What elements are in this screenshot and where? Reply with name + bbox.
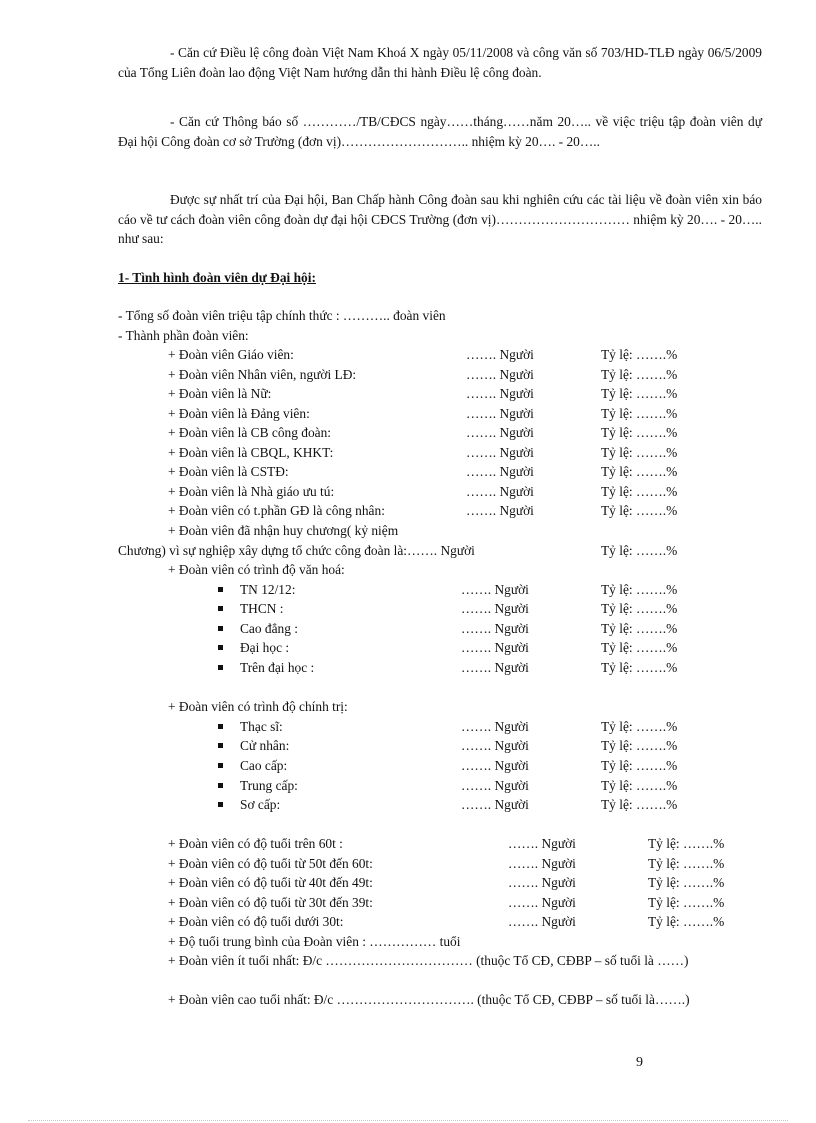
politics-row [0, 717, 816, 737]
member-count: ……. Người [508, 895, 576, 910]
member-count: ……. Người [461, 621, 529, 636]
education-row [0, 658, 816, 678]
member-ratio: Tỷ lệ: …….% [601, 797, 678, 812]
member-label: + Đoàn viên là Đảng viên: [168, 406, 310, 421]
bullet-icon [218, 763, 223, 768]
member-ratio: Tỷ lệ: …….% [601, 445, 678, 460]
member-label: + Đoàn viên là CSTĐ: [168, 464, 289, 479]
politics-title: + Đoàn viên có trình độ chính trị: [168, 699, 348, 714]
page-bottom-border [28, 1120, 788, 1121]
member-ratio: Tỷ lệ: …….% [601, 367, 678, 382]
member-count: ……. Người [508, 856, 576, 871]
member-count: ……. Người [461, 601, 529, 616]
member-count: ……. Người [461, 778, 529, 793]
education-label: Trên đại học : [240, 660, 315, 675]
education-row [0, 619, 816, 639]
age-label: + Đoàn viên có độ tuổi từ 30t đến 39t: [168, 895, 373, 910]
age-label: + Đoàn viên có độ tuổi từ 50t đến 60t: [168, 856, 373, 871]
average-age-line: + Độ tuổi trung bình của Đoàn viên : …………… tuổi [168, 934, 461, 949]
bullet-icon [218, 743, 223, 748]
member-ratio: Tỷ lệ: …….% [601, 386, 678, 401]
politics-label: Cử nhân: [240, 738, 290, 753]
politics-row [0, 776, 816, 796]
member-ratio: Tỷ lệ: …….% [601, 425, 678, 440]
member-ratio: Tỷ lệ: …….% [601, 621, 678, 636]
member-count: ……. Người [461, 758, 529, 773]
education-label: Cao đẳng : [240, 621, 299, 636]
age-label: + Đoàn viên có độ tuổi dưới 30t: [168, 914, 344, 929]
member-ratio: Tỷ lệ: …….% [601, 543, 678, 558]
member-ratio: Tỷ lệ: …….% [601, 601, 678, 616]
member-row [0, 365, 816, 385]
page-number: 9 [636, 1055, 643, 1070]
member-ratio: Tỷ lệ: …….% [648, 875, 725, 890]
member-row [0, 462, 816, 482]
politics-row [0, 736, 816, 756]
education-title: + Đoàn viên có trình độ văn hoá: [168, 562, 345, 577]
member-ratio: Tỷ lệ: …….% [601, 640, 678, 655]
medal-line-2: Chương) vì sự nghiệp xây dựng tổ chức công đoàn là:……. Người [118, 543, 475, 558]
member-ratio: Tỷ lệ: …….% [648, 914, 725, 929]
politics-row [0, 795, 816, 815]
member-row [0, 423, 816, 443]
member-label: + Đoàn viên Giáo viên: [168, 347, 294, 362]
education-label: TN 12/12: [240, 582, 296, 597]
member-ratio: Tỷ lệ: …….% [601, 406, 678, 421]
member-ratio: Tỷ lệ: …….% [648, 895, 725, 910]
politics-label: Trung cấp: [240, 778, 298, 793]
age-row [0, 854, 816, 874]
member-ratio: Tỷ lệ: …….% [601, 758, 678, 773]
education-row [0, 580, 816, 600]
member-count: ……. Người [508, 914, 576, 929]
member-ratio: Tỷ lệ: …….% [601, 778, 678, 793]
member-label: + Đoàn viên Nhân viên, người LĐ: [168, 367, 357, 382]
member-count: ……. Người [461, 738, 529, 753]
intro-paragraph-2: - Căn cứ Thông báo số …………/TB/CĐCS ngày……tháng……năm 20….. về việc triệu tập đoàn viên dự Đại hội Công đoàn cơ sở Trường (đơn vị)……………………….. nhiệm kỳ 20…. - 20….. [118, 114, 762, 149]
member-label: + Đoàn viên là CBQL, KHKT: [168, 445, 334, 460]
bullet-icon [218, 783, 223, 788]
member-count: ……. Người [466, 503, 534, 518]
youngest-member-line: + Đoàn viên ít tuổi nhất: Đ/c …………………………… (thuộc Tổ CĐ, CĐBP – số tuổi là ……) [168, 953, 689, 968]
member-ratio: Tỷ lệ: …….% [601, 484, 678, 499]
age-row [0, 893, 816, 913]
member-count: ……. Người [466, 367, 534, 382]
member-row [0, 443, 816, 463]
age-row [0, 834, 816, 854]
member-ratio: Tỷ lệ: …….% [648, 856, 725, 871]
bullet-icon [218, 665, 223, 670]
member-ratio: Tỷ lệ: …….% [601, 503, 678, 518]
age-label: + Đoàn viên có độ tuổi từ 40t đến 49t: [168, 875, 373, 890]
section-title: 1- Tình hình đoàn viên dự Đại hội: [118, 270, 316, 285]
member-row [0, 404, 816, 424]
member-count: ……. Người [466, 347, 534, 362]
age-row [0, 873, 816, 893]
member-count: ……. Người [461, 582, 529, 597]
composition-label: - Thành phần đoàn viên: [118, 328, 249, 343]
bullet-icon [218, 645, 223, 650]
medal-row [0, 541, 816, 561]
age-row [0, 912, 816, 932]
member-row [0, 384, 816, 404]
member-ratio: Tỷ lệ: …….% [601, 347, 678, 362]
member-count: ……. Người [508, 836, 576, 851]
medal-line-1: + Đoàn viên đã nhận huy chương( kỷ niệm [168, 523, 399, 538]
member-ratio: Tỷ lệ: …….% [601, 464, 678, 479]
member-count: ……. Người [508, 875, 576, 890]
politics-row [0, 756, 816, 776]
member-ratio: Tỷ lệ: …….% [648, 836, 725, 851]
member-count: ……. Người [466, 425, 534, 440]
member-label: + Đoàn viên là Nữ: [168, 386, 272, 401]
education-row [0, 638, 816, 658]
total-members-line: - Tổng số đoàn viên triệu tập chính thức : ……….. đoàn viên [118, 308, 446, 323]
politics-label: Cao cấp: [240, 758, 288, 773]
intro-paragraph-3: Được sự nhất trí của Đại hội, Ban Chấp hành Công đoàn sau khi nghiên cứu các tài liệu về đoàn viên xin báo cáo về tư cách đoàn viên công đoàn dự đại hội CĐCS Trường (đơn vị)………………………… nhiệm kỳ 20…. - 20….. như sau: [118, 192, 762, 247]
member-label: + Đoàn viên là CB công đoàn: [168, 425, 332, 440]
bullet-icon [218, 802, 223, 807]
member-row [0, 501, 816, 521]
politics-label: Thạc sĩ: [240, 719, 283, 734]
member-count: ……. Người [461, 797, 529, 812]
member-label: + Đoàn viên là Nhà giáo ưu tú: [168, 484, 335, 499]
education-label: THCN : [240, 601, 284, 616]
member-count: ……. Người [461, 660, 529, 675]
member-ratio: Tỷ lệ: …….% [601, 738, 678, 753]
member-ratio: Tỷ lệ: …….% [601, 660, 678, 675]
politics-label: Sơ cấp: [240, 797, 281, 812]
education-label: Đại học : [240, 640, 290, 655]
intro-paragraph-1: - Căn cứ Điều lệ công đoàn Việt Nam Khoá X ngày 05/11/2008 và công văn số 703/HD-TLĐ ngày 06/5/2009 của Tổng Liên đoàn lao động Việt Nam hướng dẫn thi hành Điều lệ công đoàn. [118, 45, 762, 80]
member-ratio: Tỷ lệ: …….% [601, 582, 678, 597]
bullet-icon [218, 587, 223, 592]
member-count: ……. Người [461, 640, 529, 655]
member-count: ……. Người [461, 719, 529, 734]
member-count: ……. Người [466, 406, 534, 421]
member-count: ……. Người [466, 464, 534, 479]
member-label: + Đoàn viên có t.phần GĐ là công nhân: [168, 503, 385, 518]
member-row [0, 482, 816, 502]
member-count: ……. Người [466, 386, 534, 401]
member-ratio: Tỷ lệ: …….% [601, 719, 678, 734]
bullet-icon [218, 606, 223, 611]
bullet-icon [218, 724, 223, 729]
oldest-member-line: + Đoàn viên cao tuổi nhất: Đ/c …………………………. (thuộc Tổ CĐ, CĐBP – số tuổi là…….) [168, 992, 690, 1007]
member-count: ……. Người [466, 445, 534, 460]
bullet-icon [218, 626, 223, 631]
education-row [0, 599, 816, 619]
age-label: + Đoàn viên có độ tuổi trên 60t : [168, 836, 343, 851]
member-row [0, 345, 816, 365]
member-count: ……. Người [466, 484, 534, 499]
